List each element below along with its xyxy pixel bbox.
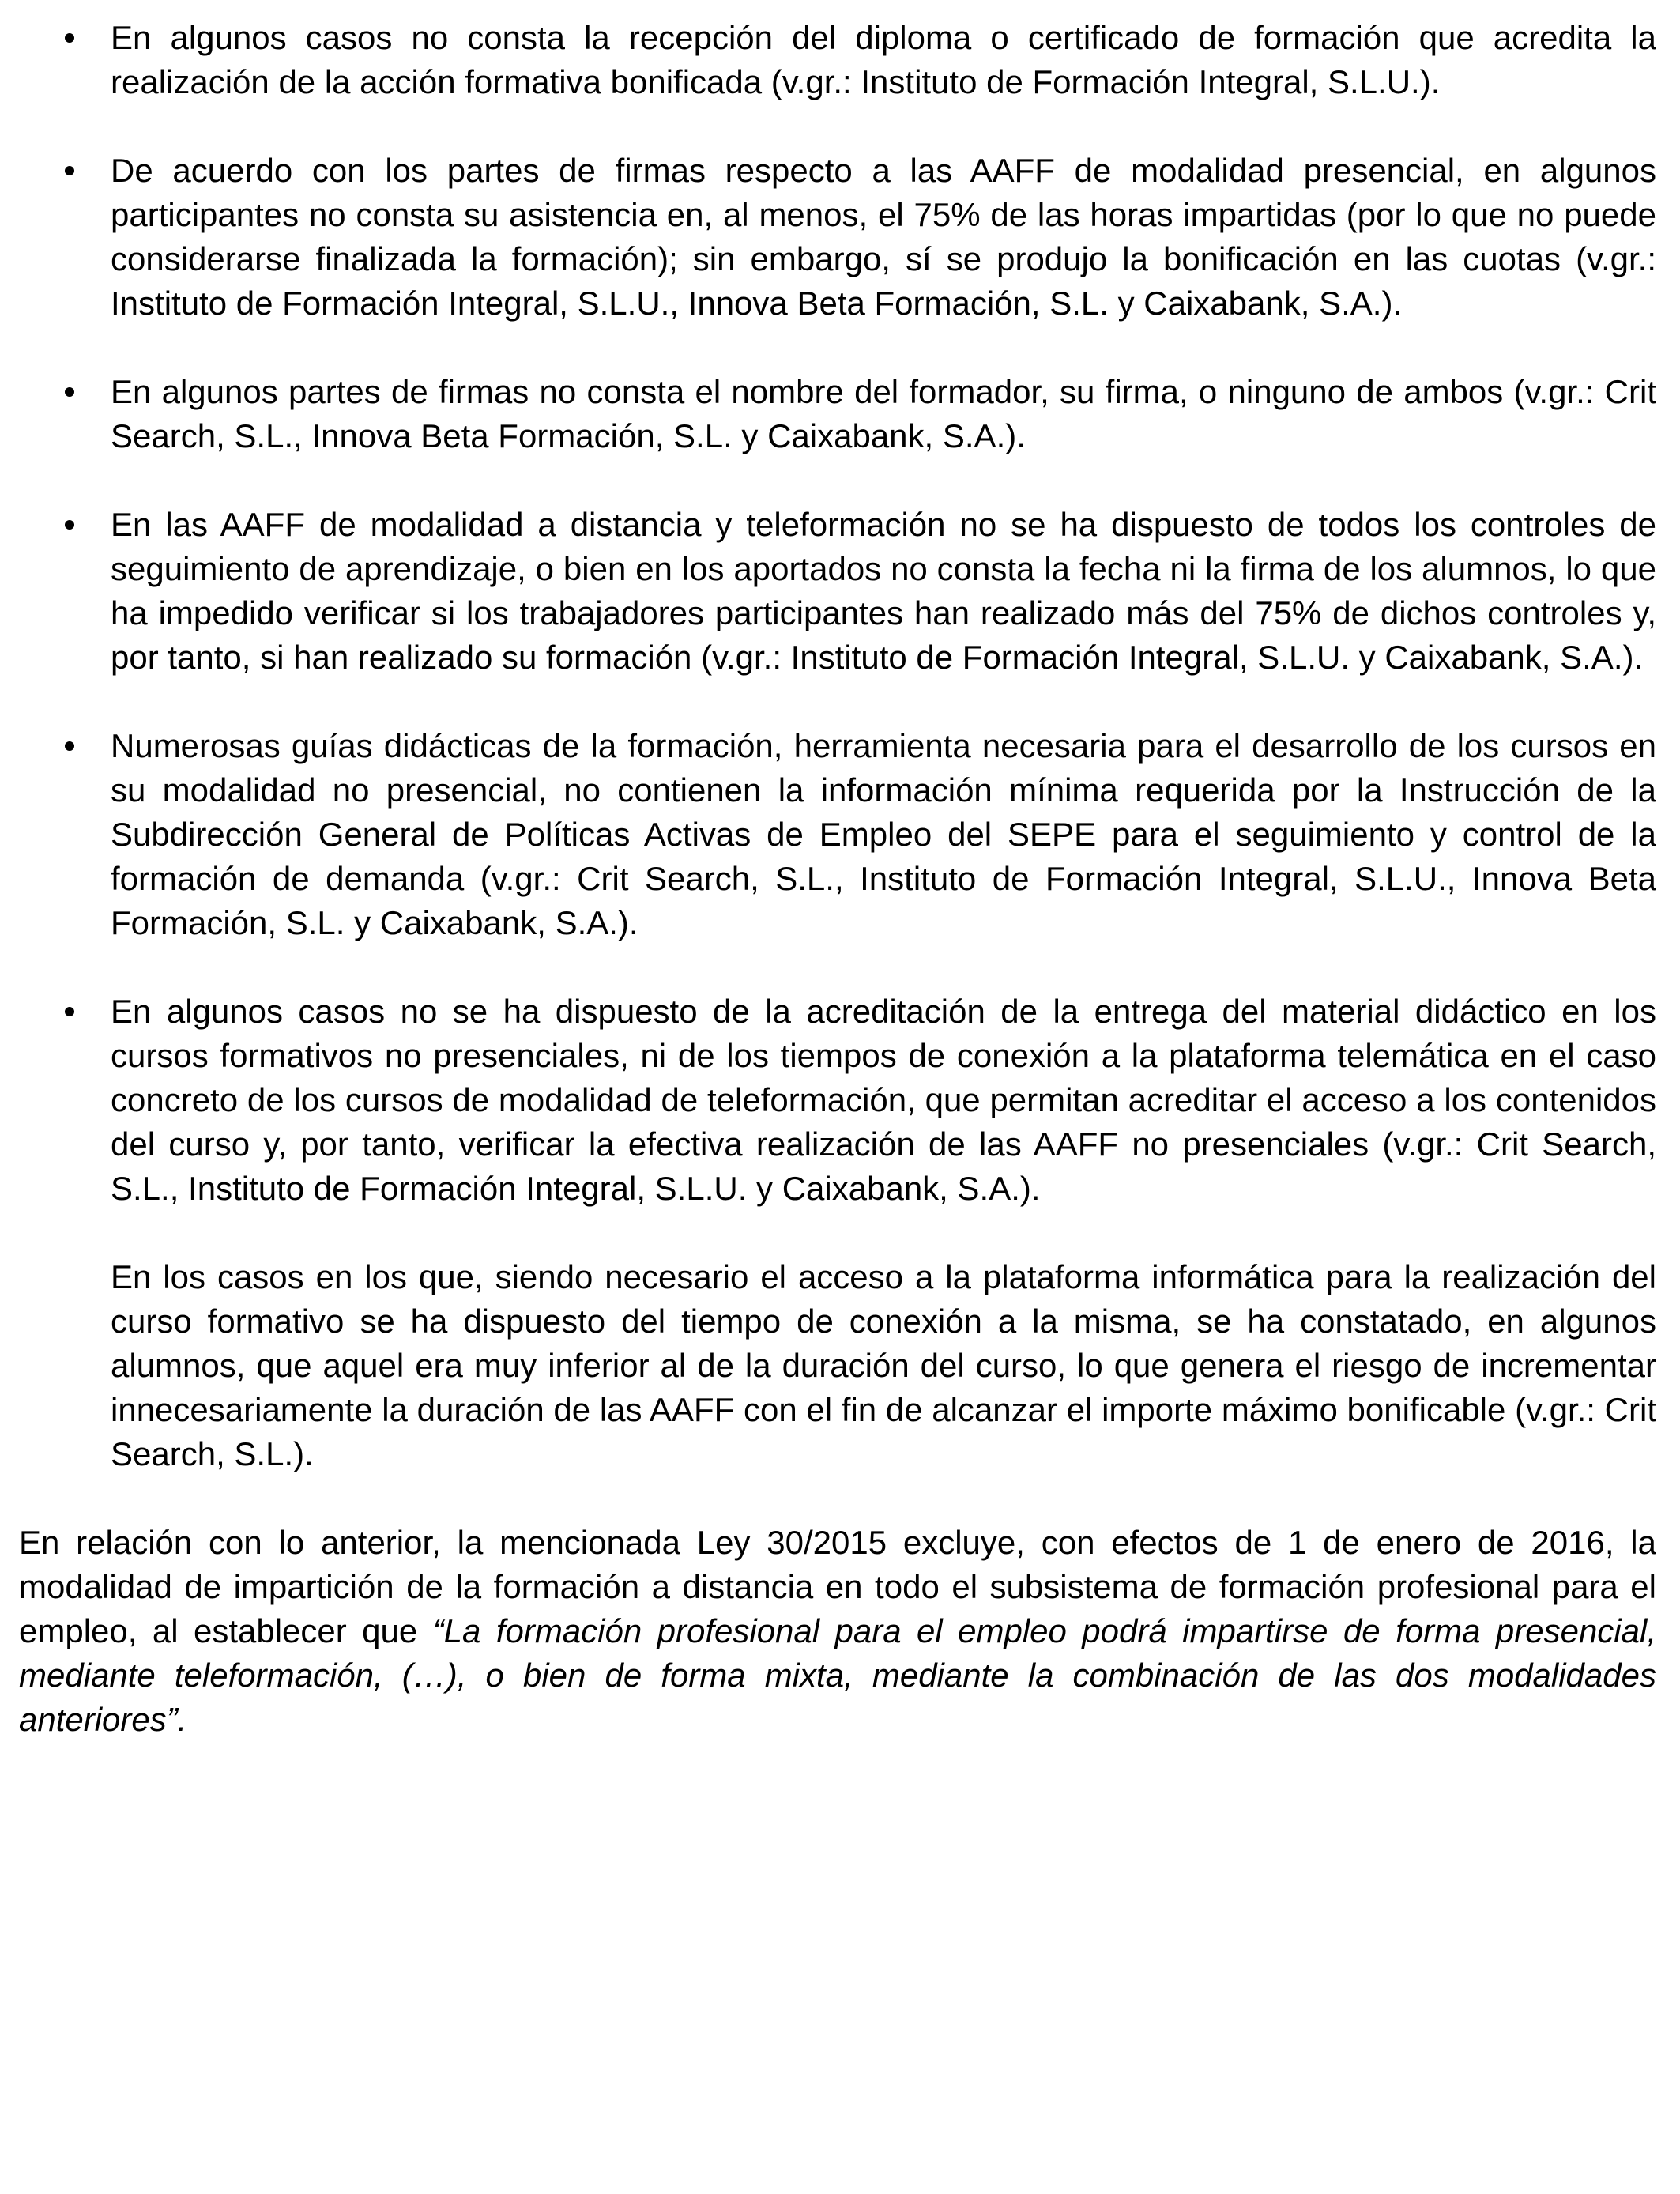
bullet-icon — [65, 741, 74, 751]
list-item — [19, 149, 1656, 326]
list-item-text: Numerosas guías didácticas de la formación, herramienta necesaria para el desarrollo de los cursos en su modalidad no presencial, no contienen la información mínima requerida por la Instrucción de la Subdirección General de Políticas Activas de Empleo del SEPE para el seguimiento y control de la formación de demanda (v.gr.: Crit Search, S.L., Instituto de Formación Integral, S.L.U., Innova Beta Formación, S.L. y Caixabank, S.A.). — [111, 727, 1656, 941]
list-item — [19, 990, 1656, 1211]
list-item-text: En algunos casos no consta la recepción del diploma o certificado de formación que acredita la realización de la acción formativa bonificada (v.gr.: Instituto de Formación Integral, S.L.U.). — [111, 19, 1656, 100]
list-item — [19, 16, 1656, 104]
bullet-icon — [65, 520, 74, 530]
law-quote: “La formación profesional para el empleo podrá impartirse de forma presencial, mediante teleformación, (…), o bien de forma mixta, mediante la combinación de las dos modalidades anteriores”. — [19, 1612, 1656, 1738]
bullet-icon — [65, 33, 74, 43]
document-body — [19, 16, 1656, 1742]
list-item-text: De acuerdo con los partes de firmas respecto a las AAFF de modalidad presencial, en algunos participantes no consta su asistencia en, al menos, el 75% de las horas impartidas (por lo que no puede considerarse finalizada la formación); sin embargo, sí se produjo la bonificación en las cuotas (v.gr.: Instituto de Formación Integral, S.L.U., Innova Beta Formación, S.L. y Caixabank, S.A.). — [111, 152, 1656, 322]
indented-paragraph: En los casos en los que, siendo necesario el acceso a la plataforma informática para la realización del curso formativo se ha dispuesto del tiempo de conexión a la misma, se ha constatado, en algunos alumnos, que aquel era muy inferior al de la duración del curso, lo que genera el riesgo de incrementar innecesariamente la duración de las AAFF con el fin de alcanzar el importe máximo bonificable (v.gr.: Crit Search, S.L.). — [111, 1258, 1656, 1472]
bullet-icon — [65, 166, 74, 175]
bullet-icon — [65, 1007, 74, 1016]
list-item-text: En algunos casos no se ha dispuesto de la acreditación de la entrega del material didáctico en los cursos formativos no presenciales, ni de los tiempos de conexión a la plataforma telemática en el caso concreto de los cursos de modalidad de teleformación, que permitan acreditar el acceso a los contenidos del curso y, por tanto, verificar la efectiva realización de las AAFF no presenciales (v.gr.: Crit Search, S.L., Instituto de Formación Integral, S.L.U. y Caixabank, S.A.). — [111, 993, 1656, 1207]
closing-paragraph — [19, 1521, 1656, 1742]
list-item — [19, 370, 1656, 458]
list-item — [19, 503, 1656, 680]
list-item — [19, 724, 1656, 945]
list-item-text: En algunos partes de firmas no consta el nombre del formador, su firma, o ninguno de ambos (v.gr.: Crit Search, S.L., Innova Beta Formación, S.L. y Caixabank, S.A.). — [111, 373, 1656, 454]
findings-list — [19, 16, 1656, 1211]
list-item-text: En las AAFF de modalidad a distancia y teleformación no se ha dispuesto de todos los controles de seguimiento de aprendizaje, o bien en los aportados no consta la fecha ni la firma de los alumnos, lo que ha impedido verificar si los trabajadores participantes han realizado más del 75% de dichos controles y, por tanto, si han realizado su formación (v.gr.: Instituto de Formación Integral, S.L.U. y Caixabank, S.A.). — [111, 506, 1656, 676]
bullet-icon — [65, 387, 74, 397]
closing-paragraph-text: En relación con lo anterior, la mencionada Ley 30/2015 excluye, con efectos de 1 de enero de 2016, la modalidad de impartición de la formación a distancia en todo el subsistema de formación profesional para el empleo, al establecer que — [19, 1524, 1656, 1649]
